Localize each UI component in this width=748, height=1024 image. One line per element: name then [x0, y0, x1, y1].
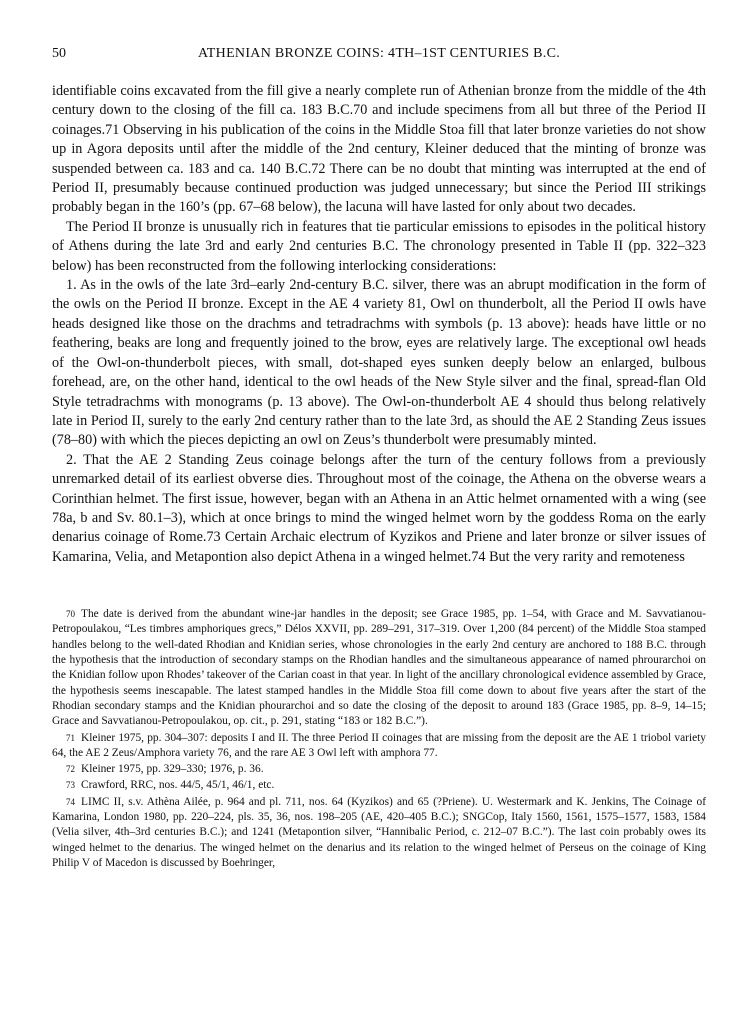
paragraph-3: 1. As in the owls of the late 3rd–early 2nd-century B.C. silver, there was an abrupt modification in the form of the owls on the Period II bronze. Except in the AE 4 variety 81, Owl on thunderbolt, all the Period II owls have heads designed like those on the drachms and tetradrachms with symbols (p. 13 above): heads have little or no feathering, beaks are long and frequently joined to the brow, eyes are relatively large. The exceptional owl heads of the Owl-on-thunderbolt pieces, with small, dot-shaped eyes sunken deeply below an enlarged, bulbous forehead, are, on the other hand, identical to the owl heads of the New Style silver and the final, spread-flan Old Style tetradrachms with monograms (p. 13 above). The Owl-on-thunderbolt AE 4 should thus belong relatively late in Period II, surely to the early 2nd century rather than to the late 3rd, as should the AE 2 Standing Zeus issues (78–80) with which the pieces depicting an owl on Zeus’s thunderbolt were presumably minted. — [52, 277, 706, 449]
footnote-number: 73 — [66, 780, 75, 791]
footnote-number: 74 — [66, 796, 75, 807]
footnote-70 — [52, 607, 706, 729]
paragraph-1: identifiable coins excavated from the fill give a nearly complete run of Athenian bronze from the middle of the 4th century down to the closing of the fill ca. 183 B.C.70 and include specimens from all but three of the Period II coinages.71 Observing in his publication of the coins in the Middle Stoa fill that later bronze varieties do not show up in Agora deposits until after the middle of the 2nd century, Kleiner deduced that the minting of bronze was suspended between ca. 183 and ca. 140 B.C.72 There can be no doubt that minting was interrupted at the end of Period II, presumably because continued production was judged unnecessary; but since the Period III strikings probably began in the 160’s (pp. 67–68 below), the lacuna will have lasted for only about two decades. — [52, 83, 706, 216]
running-header — [52, 46, 706, 68]
footnotes — [52, 607, 706, 871]
footnote-74 — [52, 795, 706, 871]
page-number: 50 — [52, 46, 66, 61]
footnote-text: Kleiner 1975, pp. 329–330; 1976, p. 36. — [81, 763, 264, 776]
footnote-number: 70 — [66, 609, 75, 620]
footnote-text: Kleiner 1975, pp. 304–307: deposits I and II. The three Period II coinages that are missing from the deposit are the AE 1 triobol variety 64, the AE 2 Zeus/Amphora variety 76, and the rare AE 3 Owl left with amphora 77. — [52, 731, 706, 759]
paragraph-2: The Period II bronze is unusually rich in features that tie particular emissions to episodes in the political history of Athens during the late 3rd and early 2nd centuries B.C. The chronology presented in Table II (pp. 322–323 below) has been reconstructed from the following interlocking considerations: — [52, 218, 706, 274]
main-text — [52, 82, 706, 567]
footnote-71 — [52, 731, 706, 762]
footnote-text: LIMC II, s.v. Athèna Ailée, p. 964 and pl. 711, nos. 64 (Kyzikos) and 65 (?Priene). U. Westermark and K. Jenkins, The Coinage of Kamarina, London 1980, pp. 220–224, pls. 35, 36, nos. 198–205 (AE, 420–405 B.C.); SNGCop, Italy 1560, 1561, 1575–1577, 1583, 1584 (Velia silver, 4th–3rd centuries B.C.); and 1241 (Metapontion silver, “Hannibalic Period, c. 212–07 B.C.”). The last coin probably owes its winged helmet to the denarius. The winged helmet on the denarius and its relation to the winged helmet of Perseus on the coinage of King Philip V of Macedon is discussed by Boehringer, — [52, 795, 706, 869]
footnote-73 — [52, 778, 706, 793]
page — [52, 46, 706, 872]
running-title: ATHENIAN BRONZE COINS: 4TH–1ST CENTURIES B.C. — [197, 46, 561, 61]
footnote-number: 71 — [66, 732, 75, 743]
footnote-text: The date is derived from the abundant wine-jar handles in the deposit; see Grace 1985, pp. 1–54, with Grace and M. Savvatianou-Petropoulakou, “Les timbres amphoriques grecs,” Délos XXVII, pp. 289–291, 317–319. Over 1,200 (84 percent) of the Middle Stoa stamped handles belong to the well-dated Rhodian and Knidian series, whose chronologies in the early 2nd century are anchored to 188 B.C. through the hypothesis that the introduction of secondary stamps on the Rhodian handles and the simultaneous appearance of named phrourarchoi on the Knidian follow upon Rhodes’ takeover of the Carian coast in that year. In light of the ancillary chronological evidence assembled by Grace, the hypothesis seems inescapable. The latest stamped handles in the Middle Stoa fill come down to about five years after the start of the Rhodian secondary stamps and the Knidian phourarchoi and so date the closing of the deposit to around 183 (Grace 1985, pp. 8–9, 14–15; Grace and Savvatianou-Petropoulakou, op. cit., p. 291, stating “183 or 182 B.C.”). — [52, 608, 706, 728]
footnote-text: Crawford, RRC, nos. 44/5, 45/1, 46/1, etc. — [81, 779, 275, 792]
footnote-72 — [52, 762, 706, 777]
footnote-number: 72 — [66, 764, 75, 775]
paragraph-4: 2. That the AE 2 Standing Zeus coinage belongs after the turn of the century follows from a previously unremarked detail of its earliest obverse dies. Throughout most of the coinage, the Athena on the obverse wears a Corinthian helmet. The first issue, however, began with an Athena in an Attic helmet ornamented with a wing (see 78a, b and Sv. 80.1–3), which at once brings to mind the winged helmet worn by the goddess Roma on the early denarius coinage of Rome.73 Certain Archaic electrum of Kyzikos and Priene and later bronze or silver issues of Kamarina, Velia, and Metapontion also depict Athena in a winged helmet.74 But the very rarity and remoteness — [52, 451, 706, 565]
